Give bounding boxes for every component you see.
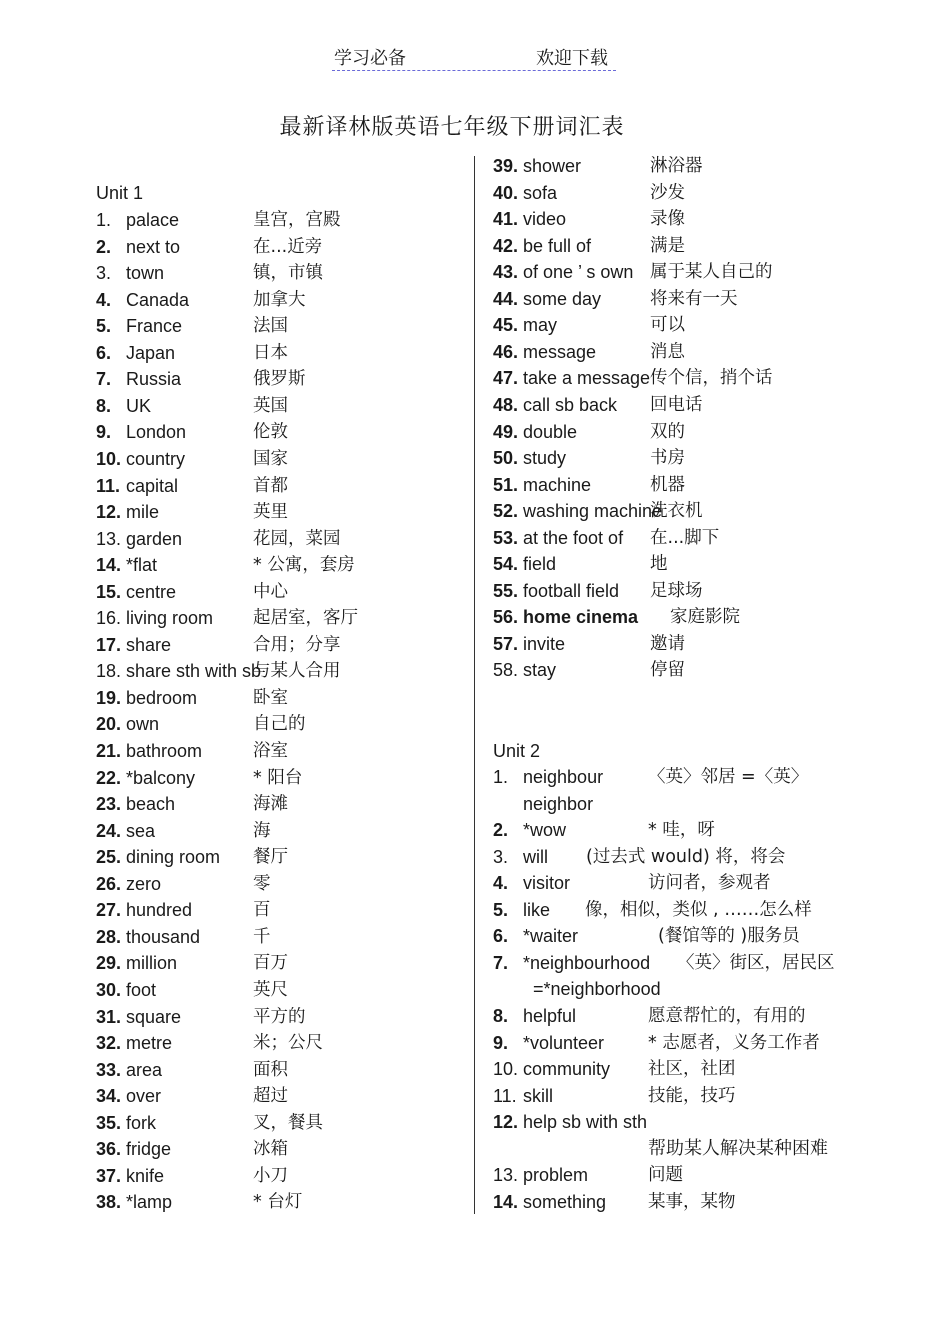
entry-number: 4. [96,289,112,310]
entry-meaning: 加拿大 [253,289,306,310]
entry-meaning: 问题 [648,1165,683,1186]
entry-meaning: 地 [650,554,668,575]
entry-meaning: 属于某人自己的 [650,262,773,283]
entry-word: *lamp [126,1192,173,1213]
entry-word: machine [523,474,592,495]
entry-number: 38. [96,1192,122,1213]
entry-word: hundred [126,900,193,921]
entry-number: 37. [96,1165,122,1186]
entry-meaning: 百 [253,900,271,921]
entry-number: 14. [493,1191,519,1212]
vocab-entry [493,1056,853,1082]
entry-meaning: (过去式 would) 将，将会 [586,846,786,867]
vocab-entry [493,1083,853,1109]
entry-word: metre [126,1033,173,1054]
entry-meaning: 米；公尺 [253,1033,323,1054]
vocab-entry [493,392,853,418]
entry-number: 17. [96,634,122,655]
entry-number: 51. [493,474,519,495]
entry-number: 27. [96,900,122,921]
vocab-entry [493,206,853,232]
entry-meaning: 消息 [650,341,685,362]
entry-meaning: 浴室 [253,741,288,761]
entry-word: France [126,316,183,337]
entry-number: 16. [96,608,122,629]
entry-word: Canada [126,289,190,310]
vocab-entry [493,1109,853,1135]
entry-number: 54. [493,554,519,575]
entry-meaning: 超过 [253,1086,288,1107]
entry-word: may [523,315,558,336]
entry-meaning: 技能，技巧 [648,1085,736,1106]
vocab-entry [96,526,466,552]
entry-word: *wow [523,820,567,841]
entry-word: helpful [523,1005,577,1026]
entry-word: bathroom [126,741,203,761]
entry-word: share [126,634,172,655]
vocab-entry [96,950,466,976]
entry-number: 44. [493,288,519,309]
vocab-entry [96,1083,466,1109]
entry-number: 8. [96,395,112,416]
vocab-entry [96,1057,466,1083]
entry-word: be full of [523,235,592,256]
vocab-entry [96,552,466,578]
entry-word: knife [126,1165,165,1186]
vocab-entry [96,313,466,339]
entry-number: 57. [493,633,519,654]
entry-number: 9. [96,422,112,443]
entry-word: something [523,1191,607,1212]
entry-number: 46. [493,341,519,362]
entry-number: 13. [493,1165,519,1186]
entry-number: 20. [96,714,122,735]
entry-number: 11. [493,1085,517,1106]
vocab-entry [96,1163,466,1189]
entry-number: 32. [96,1033,122,1054]
entry-meaning: 海 [253,820,271,841]
vocab-entry [493,764,853,790]
entry-number: 1. [493,767,509,787]
entry-word: Japan [126,342,176,363]
entry-meaning: 足球场 [650,580,703,601]
entry-meaning: 海滩 [253,794,288,815]
entry-word: at the foot of [523,527,624,548]
entry-number: 41. [493,209,519,230]
entry-number: 5. [493,899,509,920]
entry-meaning: 回电话 [650,394,703,415]
entry-meaning: 双的 [650,421,685,442]
entry-meaning: * 哇，呀 [648,820,715,841]
vocab-entry [493,923,853,949]
entry-number: 23. [96,794,122,815]
entry-number: 14. [96,555,122,576]
entry-number: 50. [493,448,519,469]
entry-number: 30. [96,979,122,1000]
entry-word: of one ’ s own [523,262,634,283]
vocab-entry [96,711,466,737]
header-right-text: 欢迎下载 [536,48,608,69]
entry-word: fridge [126,1139,172,1160]
entry-word: living room [126,608,214,629]
vocab-entry [493,578,853,604]
entry-number: 3. [493,846,509,867]
entry-number: 13. [96,528,122,549]
entry-number: 58. [493,660,519,681]
entry-number: 29. [96,953,122,974]
entry-number: 1. [96,210,112,230]
vocab-entry [96,419,466,445]
entry-meaning: 机器 [650,474,685,495]
entry-continuation: =*neighborhood [533,979,661,1000]
entry-meaning: 餐厅 [253,847,288,868]
vocab-entry [493,950,853,976]
entry-number: 26. [96,873,122,894]
entry-meaning: 中心 [253,581,288,602]
vocab-entry [96,1004,466,1030]
vocab-entry [493,180,853,206]
entry-meaning: 愿意帮忙的，有用的 [648,1005,806,1026]
entry-meaning: * 阳台 [253,767,303,788]
entry-meaning: 花园，菜园 [253,528,341,549]
entry-word: skill [523,1085,553,1106]
entry-number: 12. [96,502,122,523]
entry-word: *volunteer [523,1032,605,1053]
entry-continuation: neighbor [523,793,594,814]
entry-number: 11. [96,475,121,496]
entry-meaning: 满是 [650,235,685,256]
vocab-entry [493,153,853,179]
entry-meaning: 英国 [253,395,288,416]
vocab-entry [96,1136,466,1162]
entry-meaning: * 台灯 [253,1192,303,1213]
vocab-entry [493,1003,853,1029]
entry-meaning: 在...近旁 [253,236,323,257]
entry-word: shower [523,156,582,176]
entry-meaning: 与某人合用 [253,661,341,682]
entry-meaning: 冰箱 [253,1139,288,1160]
entry-word: video [523,209,567,230]
column-divider [474,156,475,1214]
vocab-entry [96,1030,466,1056]
entry-word: thousand [126,926,201,947]
entry-meaning: 停留 [650,660,685,681]
entry-meaning: 在...脚下 [650,527,720,548]
entry-word: garden [126,528,183,549]
entry-meaning: 英里 [253,502,288,523]
entry-number: 4. [493,873,509,894]
entry-meaning: 访问者，参观者 [648,873,771,894]
entry-meaning: 国家 [253,448,288,469]
entry-word: invite [523,633,566,654]
vocab-entry [96,924,466,950]
vocab-entry [96,234,466,260]
entry-continuation: 帮助某人解决某种困难 [648,1137,828,1159]
entry-word: palace [126,210,180,230]
entry-number: 53. [493,527,519,548]
entry-number: 22. [96,767,122,788]
entry-word: stay [523,660,557,681]
vocab-entry [493,498,853,524]
entry-word: community [523,1059,611,1080]
entry-meaning: 社区，社团 [648,1059,736,1080]
entry-meaning: 书房 [650,448,685,469]
vocab-entry [96,473,466,499]
vocab-entry [96,499,466,525]
entry-meaning: 〈英〉街区，居民区 [677,952,835,973]
entry-meaning: 平方的 [253,1006,306,1027]
vocab-entry [96,738,466,764]
vocab-entry [96,685,466,711]
entry-number: 25. [96,847,122,868]
entry-meaning: * 公寓，套房 [253,555,355,576]
vocab-entry [493,286,853,312]
entry-word: own [126,714,160,735]
entry-word: country [126,448,186,469]
vocab-entry [96,260,466,286]
entry-word: take a message [523,368,651,389]
vocab-entry [493,897,853,923]
entry-meaning: 像，相似，类似 , ……怎么样 [585,899,812,920]
entry-meaning: 叉，餐具 [253,1112,323,1133]
entry-word: sofa [523,182,558,203]
entry-meaning: 小刀 [253,1165,288,1186]
entry-number: 43. [493,262,519,283]
entry-meaning: 首都 [253,475,288,496]
vocab-entry [493,1162,853,1188]
entry-meaning: * 志愿者，义务工作者 [648,1032,820,1053]
vocab-entry [96,340,466,366]
entry-word: home cinema [523,607,639,628]
page-title: 最新译林版英语七年级下册词汇表 [279,115,625,140]
entry-word: square [126,1006,182,1027]
entry-word: next to [126,236,181,257]
entry-meaning: 将来有一天 [650,288,738,309]
entry-number: 49. [493,421,519,442]
entry-number: 35. [96,1112,122,1133]
entry-word: mile [126,502,160,523]
vocab-entry [493,870,853,896]
vocab-entry [96,579,466,605]
vocab-entry [96,393,466,419]
entry-number: 2. [96,236,112,257]
entry-word: double [523,421,578,442]
entry-word: dining room [126,847,221,868]
entry-meaning: 起居室，客厅 [253,608,358,629]
entry-meaning: 某事，某物 [648,1191,736,1212]
vocab-entry [493,551,853,577]
entry-number: 33. [96,1059,122,1080]
entry-word: neighbour [523,767,604,787]
vocab-entry [493,657,853,683]
vocab-entry [493,1189,853,1215]
entry-number: 39. [493,156,519,176]
vocab-entry [96,287,466,313]
vocab-entry [96,897,466,923]
vocab-entry [96,765,466,791]
entry-meaning: 法国 [253,316,288,337]
header-left-text: 学习必备 [334,48,406,69]
entry-word: *balcony [126,767,196,788]
entry-number: 19. [96,687,122,708]
entry-number: 40. [493,182,519,203]
entry-number: 6. [493,926,509,947]
entry-number: 45. [493,315,519,336]
vocab-entry [96,1110,466,1136]
page-header [332,44,616,71]
vocab-entry [493,233,853,259]
entry-word: call sb back [523,394,618,415]
vocab-entry [493,445,853,471]
entry-word: bedroom [126,687,198,708]
entry-number: 9. [493,1032,509,1053]
vocab-entry [493,259,853,285]
entry-word: centre [126,581,177,602]
entry-word: zero [126,873,162,894]
entry-meaning: 家庭影院 [670,607,740,628]
vocab-entry [96,791,466,817]
vocab-entry [493,419,853,445]
vocab-entry [493,1030,853,1056]
entry-number: 24. [96,820,122,841]
entry-number: 6. [96,342,112,363]
entry-meaning: 伦敦 [253,422,288,443]
entry-number: 7. [96,369,112,390]
vocab-entry [493,472,853,498]
vocab-entry [493,631,853,657]
vocab-entry [96,844,466,870]
vocab-entry [493,525,853,551]
entry-meaning: 可以 [650,315,685,336]
entry-number: 12. [493,1112,519,1133]
entry-meaning: 洗衣机 [650,501,703,522]
entry-number: 8. [493,1005,509,1026]
entry-meaning: 〈英〉邻居 =〈英〉 [648,767,809,787]
entry-number: 7. [493,952,509,973]
entry-meaning: 邀请 [650,633,685,654]
vocab-entry [96,207,466,233]
entry-meaning: 自己的 [253,714,306,735]
entry-word: problem [523,1165,589,1186]
entry-word: UK [126,395,152,416]
unit-2-label: Unit 2 [493,741,541,761]
entry-word: London [126,422,187,443]
entry-meaning: 传个信，捎个话 [650,368,773,389]
vocab-entry [96,605,466,631]
entry-word: sea [126,820,156,841]
entry-meaning: 千 [253,926,271,947]
vocab-entry [493,844,853,870]
entry-word: study [523,448,567,469]
vocab-entry [96,366,466,392]
entry-number: 52. [493,501,519,522]
entry-word: million [126,953,178,974]
entry-word: will [523,846,548,867]
vocab-entry [96,977,466,1003]
entry-word: washing machine [523,501,663,522]
vocab-entry [493,339,853,365]
vocab-entry [96,871,466,897]
entry-number: 2. [493,820,509,841]
entry-number: 21. [96,741,122,761]
vocab-entry [96,632,466,658]
entry-number: 48. [493,394,519,415]
entry-number: 5. [96,316,112,337]
entry-meaning: 百万 [253,953,288,974]
entry-number: 31. [96,1006,122,1027]
entry-meaning: 零 [253,873,271,894]
entry-word: town [126,263,165,284]
entry-meaning: 面积 [253,1059,288,1080]
entry-number: 10. [493,1059,519,1080]
entry-number: 34. [96,1086,122,1107]
entry-meaning: 日本 [253,342,288,363]
entry-number: 56. [493,607,519,628]
entry-number: 42. [493,235,519,256]
vocab-entry [493,365,853,391]
entry-number: 15. [96,581,122,602]
entry-number: 28. [96,926,122,947]
entry-word: some day [523,288,602,309]
entry-word: fork [126,1112,157,1133]
entry-word: like [523,899,551,920]
entry-meaning: 合用；分享 [253,634,341,655]
vocab-entry [493,817,853,843]
entry-word: over [126,1086,162,1107]
entry-meaning: (餐馆等的 )服务员 [658,926,800,947]
entry-word: capital [126,475,179,496]
entry-word: Russia [126,369,182,390]
entry-meaning: 皇宫，宫殿 [253,210,341,230]
entry-meaning: 镇，市镇 [253,263,323,284]
vocab-entry [96,658,466,684]
entry-meaning: 录像 [650,209,685,230]
entry-number: 3. [96,263,112,284]
vocab-entry [493,604,853,630]
entry-word: football field [523,580,620,601]
entry-word: help sb with sth [523,1112,648,1133]
entry-word: share sth with sb [126,661,262,682]
entry-word: *waiter [523,926,579,947]
entry-word: area [126,1059,163,1080]
vocab-entry [493,312,853,338]
entry-word: field [523,554,557,575]
entry-meaning: 英尺 [253,979,288,1000]
entry-word: beach [126,794,176,815]
entry-word: *flat [126,555,158,576]
entry-number: 55. [493,580,519,601]
entry-meaning: 沙发 [650,182,685,203]
entry-word: message [523,341,597,362]
unit-1-label: Unit 1 [96,183,144,203]
entry-word: *neighbourhood [523,952,651,973]
entry-number: 36. [96,1139,122,1160]
entry-word: foot [126,979,157,1000]
entry-meaning: 俄罗斯 [253,369,306,390]
entry-number: 47. [493,368,519,389]
entry-meaning: 卧室 [253,687,288,708]
entry-word: visitor [523,873,571,894]
entry-number: 10. [96,448,122,469]
entry-number: 18. [96,661,122,682]
entry-meaning: 淋浴器 [650,156,703,176]
vocab-entry [96,818,466,844]
vocab-entry [96,1189,466,1215]
vocab-entry [96,446,466,472]
